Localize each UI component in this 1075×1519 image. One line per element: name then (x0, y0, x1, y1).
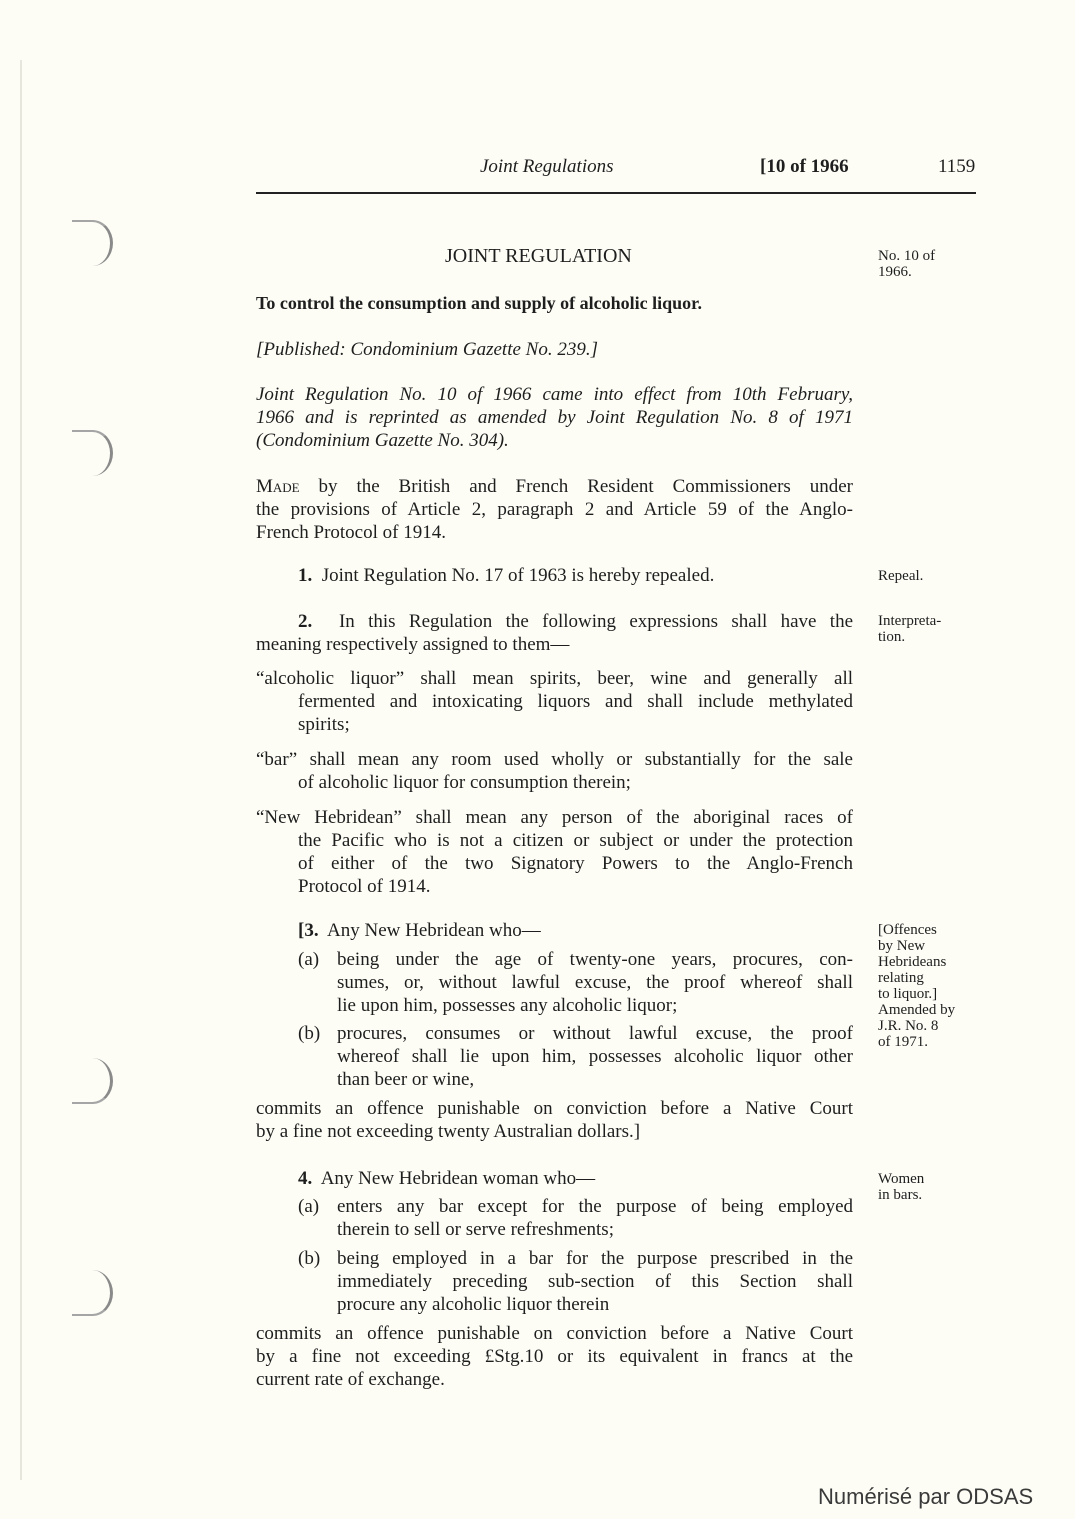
text-line: spirits; (298, 714, 350, 735)
header-rule (256, 192, 976, 194)
section-3-item-b (337, 1022, 853, 1091)
margin-note-line: in bars. (878, 1187, 923, 1203)
section-3-conclusion (256, 1097, 853, 1143)
text-line: procure any alcoholic liquor therein (337, 1294, 610, 1315)
margin-note-offences (878, 922, 955, 1050)
scan-edge (20, 60, 22, 1480)
text-line: meaning respectively assigned to them— (256, 634, 570, 655)
section-1 (298, 564, 714, 587)
text-line: 1966 and is reprinted as amended by Joint Regulation No. 8 of 1971 (256, 407, 853, 428)
definition-bar (256, 748, 853, 794)
section-text: Any New Hebridean who— (327, 920, 541, 941)
text-line: current rate of exchange. (256, 1369, 445, 1390)
section-number: 2. (298, 611, 313, 632)
effect-paragraph (256, 383, 853, 452)
item-label: (a) (298, 949, 320, 970)
section-3-lead (298, 919, 541, 942)
text-line: the provisions of Article 2, paragraph 2 and Article 59 of the Anglo- (256, 499, 853, 520)
item-label: (a) (298, 1196, 320, 1217)
binder-hole (72, 430, 113, 476)
regulation-subtitle: To control the consumption and supply of alcoholic liquor. (256, 293, 702, 313)
made-lead: Made (256, 476, 300, 497)
margin-note-line: relating (878, 970, 924, 986)
running-header-number: [10 of 1966 (760, 156, 849, 177)
text-line: of alcoholic liquor for consumption therein; (298, 772, 631, 793)
margin-note-line: No. 10 of (878, 248, 936, 264)
section-number: [3. (298, 920, 319, 941)
section-text: Any New Hebridean woman who— (320, 1168, 596, 1189)
text-line: (Condominium Gazette No. 304). (256, 430, 509, 451)
margin-note-line: by New (878, 938, 926, 954)
text-line: fermented and intoxicating liquors and shall include methylated (298, 691, 853, 712)
text-line: sumes, or, without lawful excuse, the proof whereof shall (337, 972, 853, 993)
margin-note-line: J.R. No. 8 (878, 1018, 939, 1034)
binder-hole (72, 1058, 113, 1104)
margin-note-line: Hebrideans (878, 954, 947, 970)
running-header-title: Joint Regulations (480, 156, 614, 177)
text-line: French Protocol of 1914. (256, 522, 446, 543)
text-line (256, 475, 853, 498)
margin-note-line: Women (878, 1171, 925, 1187)
text-line: of either of the two Signatory Powers to the Anglo-French (298, 853, 853, 874)
margin-note-women-in-bars (878, 1171, 924, 1203)
section-4-conclusion (256, 1322, 853, 1391)
definition-new-hebridean (256, 806, 853, 898)
text-line: the Pacific who is not a citizen or subject or under the protection (298, 830, 853, 851)
definition-alcoholic-liquor (256, 667, 853, 736)
made-line1: by the British and French Resident Commissioners under (299, 476, 853, 497)
text-line: Joint Regulation No. 10 of 1966 came into effect from 10th February, (256, 384, 853, 405)
section-2 (256, 610, 853, 656)
section-4-item-b (337, 1247, 853, 1316)
text-line: lie upon him, possesses any alcoholic liquor; (337, 995, 678, 1016)
section-text: In this Regulation the following expressions shall have the (338, 611, 854, 632)
text-line: commits an offence punishable on conviction before a Native Court (256, 1098, 853, 1119)
margin-note-line: Interpreta- (878, 613, 942, 629)
text-line: Protocol of 1914. (298, 876, 431, 897)
section-number: 1. (298, 565, 313, 586)
margin-note-interpretation (878, 613, 941, 645)
publication-note: [Published: Condominium Gazette No. 239.] (256, 339, 598, 360)
margin-note-line: Amended by (878, 1002, 956, 1018)
item-label: (b) (298, 1023, 321, 1044)
text-line: “alcoholic liquor” shall mean spirits, beer, wine and generally all (256, 668, 853, 689)
text-line: “New Hebridean” shall mean any person of the aboriginal races of (256, 807, 853, 828)
section-3-item-a (337, 948, 853, 1017)
text-line: whereof shall lie upon him, possesses alcoholic liquor other (337, 1046, 853, 1067)
margin-note-line: to liquor.] (878, 986, 938, 1002)
text-line: immediately preceding sub-section of this Section shall (337, 1271, 853, 1292)
section-4-lead (298, 1167, 595, 1190)
document-heading: JOINT REGULATION (445, 245, 632, 267)
margin-note-repeal: Repeal. (878, 568, 924, 584)
binder-hole (72, 1270, 113, 1316)
margin-note-line: tion. (878, 629, 906, 645)
section-number: 4. (298, 1168, 313, 1189)
page-number: 1159 (938, 156, 976, 177)
text-line: commits an offence punishable on conviction before a Native Court (256, 1323, 853, 1344)
section-4-item-a (337, 1195, 853, 1241)
margin-note-line: [Offences (878, 922, 937, 938)
text-line: being employed in a bar for the purpose prescribed in the (337, 1248, 853, 1269)
digitization-credit: Numérisé par ODSAS (818, 1484, 1034, 1509)
text-line (256, 610, 853, 633)
text-line: by a fine not exceeding twenty Australian dollars.] (256, 1121, 641, 1142)
text-line: “bar” shall mean any room used wholly or substantially for the sale (256, 749, 853, 770)
section-text: Joint Regulation No. 17 of 1963 is hereby repealed. (321, 565, 715, 586)
text-line: therein to sell or serve refreshments; (337, 1219, 614, 1240)
text-line: by a fine not exceeding £Stg.10 or its equivalent in francs at the (256, 1346, 853, 1367)
margin-note-line: 1966. (878, 264, 912, 280)
made-paragraph (256, 475, 853, 544)
margin-note-line: of 1971. (878, 1034, 928, 1050)
binder-hole (72, 220, 113, 266)
text-line: being under the age of twenty-one years, procures, con- (337, 949, 853, 970)
text-line: enters any bar except for the purpose of being employed (337, 1196, 853, 1217)
text-line: procures, consumes or without lawful excuse, the proof (337, 1023, 853, 1044)
text-line: than beer or wine, (337, 1069, 475, 1090)
margin-note-number (878, 248, 935, 280)
item-label: (b) (298, 1248, 321, 1269)
